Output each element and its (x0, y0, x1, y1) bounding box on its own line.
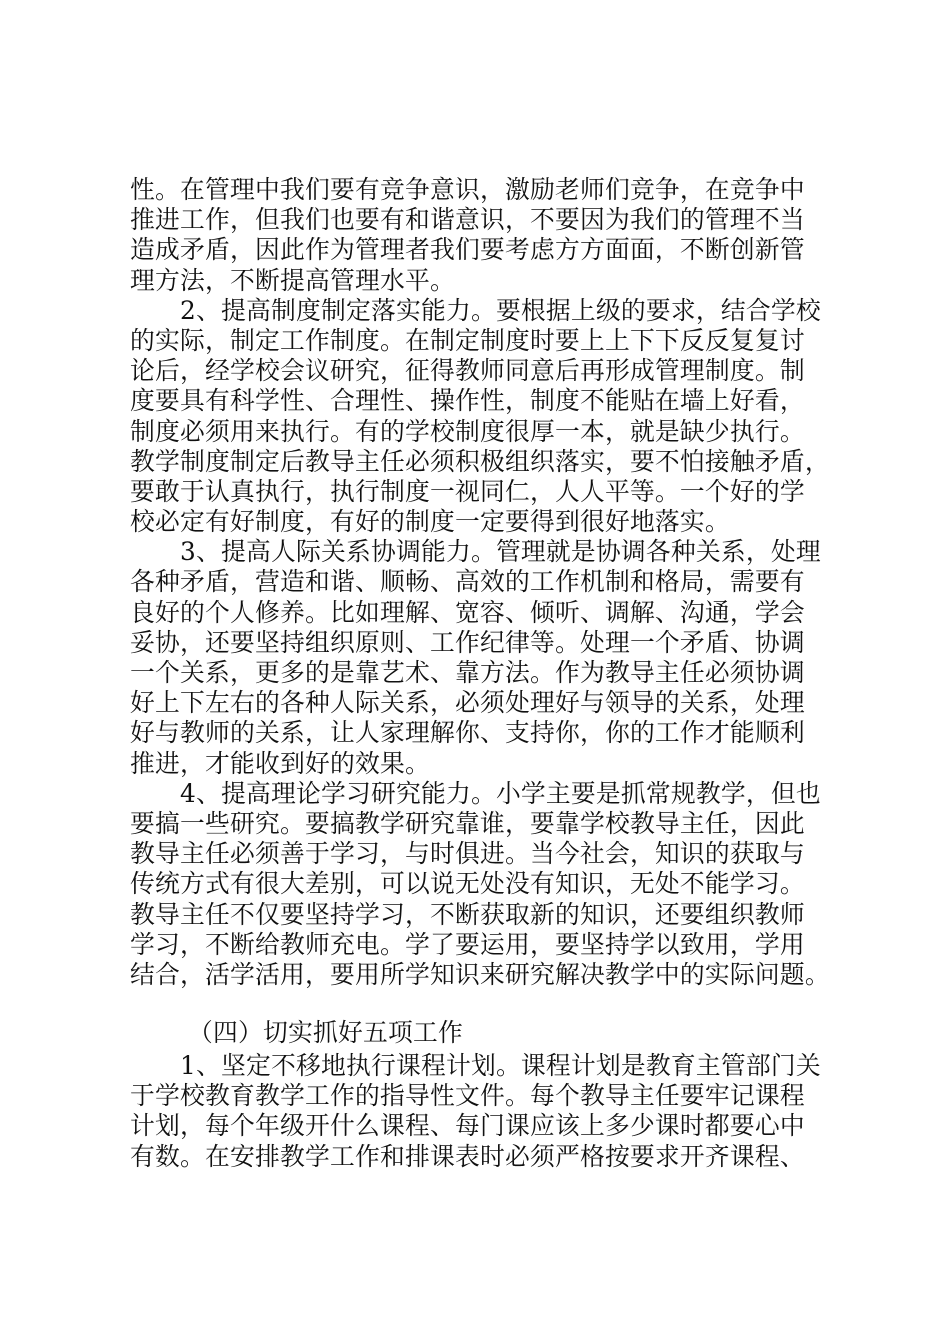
text-line: 推进工作，但我们也要有和谐意识，不要因为我们的管理不当 (130, 205, 805, 235)
paragraph-block-2 (130, 1051, 830, 1172)
text-line: 性。在管理中我们要有竞争意识，激励老师们竞争，在竞争中 (130, 175, 805, 204)
text-line: 度要具有科学性、合理性、操作性，制度不能贴在墙上好看， (130, 386, 805, 416)
text-line: 造成矛盾，因此作为管理者我们要考虑方方面面，不断创新管 (130, 235, 805, 265)
section-heading: （四）切实抓好五项工作 (188, 1018, 463, 1048)
text-line: 学习，不断给教师充电。学了要运用，要坚持学以致用，学用 (130, 929, 805, 959)
text-line: 论后，经学校会议研究，征得教师同意后再形成管理制度。制 (130, 356, 805, 386)
text-line: 3、提高人际关系协调能力。管理就是协调各种关系，处理 (180, 537, 821, 567)
text-line: 好上下左右的各种人际关系，必须处理好与领导的关系，处理 (130, 688, 805, 718)
text-line: 理方法，不断提高管理水平。 (130, 265, 455, 295)
text-line: 推进，才能收到好的效果。 (130, 748, 430, 778)
text-line: 校必定有好制度，有好的制度一定要得到很好地落实。 (130, 507, 730, 537)
text-line: 教导主任不仅要坚持学习，不断获取新的知识，还要组织教师 (130, 899, 805, 929)
text-line: 一个关系，更多的是靠艺术、靠方法。作为教导主任必须协调 (130, 658, 805, 687)
text-line: 制度必须用来执行。有的学校制度很厚一本，就是缺少执行。 (130, 416, 805, 446)
text-line: 要敢于认真执行，执行制度一视同仁，人人平等。一个好的学 (130, 476, 805, 506)
text-line: 教学制度制定后教导主任必须积极组织落实，要不怕接触矛盾， (130, 446, 830, 476)
text-line: 教导主任必须善于学习，与时俱进。当今社会，知识的获取与 (130, 839, 805, 869)
text-line: 1、坚定不移地执行课程计划。课程计划是教育主管部门关 (180, 1051, 821, 1081)
text-line: 于学校教育教学工作的指导性文件。每个教导主任要牢记课程 (130, 1081, 805, 1111)
text-line: 良好的个人修养。比如理解、宽容、倾听、调解、沟通，学会 (130, 597, 805, 627)
text-line: 4、提高理论学习研究能力。小学主要是抓常规教学，但也 (180, 778, 821, 808)
text-line: 各种矛盾，营造和谐、顺畅、高效的工作机制和格局，需要有 (130, 567, 805, 597)
text-line: 结合，活学活用，要用所学知识来研究解决教学中的实际问题。 (130, 959, 830, 989)
text-line: 计划，每个年级开什么课程、每门课应该上多少课时都要心中 (130, 1111, 805, 1141)
text-line: 好与教师的关系，让人家理解你、支持你，你的工作才能顺利 (130, 718, 805, 748)
document-page (130, 175, 830, 1172)
text-line: 2、提高制度制定落实能力。要根据上级的要求，结合学校 (180, 295, 821, 325)
text-line: 传统方式有很大差别，可以说无处没有知识，无处不能学习。 (130, 869, 805, 899)
text-line: 的实际，制定工作制度。在制定制度时要上上下下反反复复讨 (130, 325, 805, 355)
text-line: 有数。在安排教学工作和排课表时必须严格按要求开齐课程、 (130, 1141, 805, 1171)
text-line: 要搞一些研究。要搞教学研究靠谁，要靠学校教导主任，因此 (130, 808, 805, 838)
text-line: 妥协，还要坚持组织原则、工作纪律等。处理一个矛盾、协调 (130, 627, 805, 657)
paragraph-block-1 (130, 175, 830, 990)
